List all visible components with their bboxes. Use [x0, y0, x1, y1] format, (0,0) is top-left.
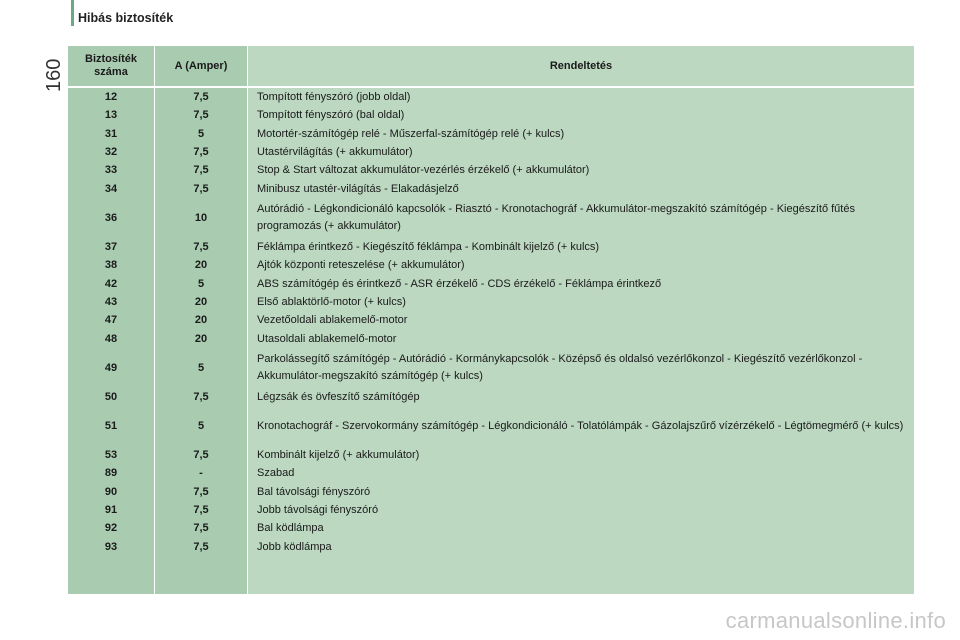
table-row [68, 125, 914, 143]
ampere-cell: 7,5 [193, 522, 209, 534]
fuse-number-cell: 42 [104, 278, 118, 290]
purpose-cell: Első ablaktörlő-motor (+ kulcs) [257, 295, 406, 308]
fuse-number-cell: 36 [104, 212, 118, 224]
fuse-number-cell: 47 [104, 314, 118, 326]
ampere-cell: - [199, 467, 203, 479]
purpose-cell: Bal ködlámpa [257, 521, 324, 534]
purpose-cell: Jobb távolsági fényszóró [257, 503, 379, 516]
fuse-number-cell: 43 [104, 296, 118, 308]
purpose-cell: ABS számítógép és érintkező - ASR érzékelő - CDS érzékelő - Féklámpa érintkező [257, 277, 662, 290]
header-purpose: Rendeltetés [549, 59, 613, 72]
table-row [68, 256, 914, 274]
table-row [68, 538, 914, 556]
fuse-number-cell: 48 [104, 333, 118, 345]
purpose-cell: Autórádió - Légkondicionáló kapcsolók - Riasztó - Kronotachográf - Akkumulátor-megszakító számítógép - Kiegészítő fűtés programozás (+ akkumulátor) [257, 203, 855, 232]
purpose-cell: Féklámpa érintkező - Kiegészítő féklámpa - Kombinált kijelző (+ kulcs) [257, 240, 600, 253]
ampere-cell: 20 [194, 259, 208, 271]
ampere-cell: 5 [197, 278, 205, 290]
ampere-cell: 5 [197, 420, 205, 432]
fuse-number-cell: 37 [104, 241, 118, 253]
fuse-number-cell: 32 [104, 146, 118, 158]
ampere-cell: 7,5 [193, 146, 209, 158]
ampere-cell: 7,5 [193, 449, 209, 461]
purpose-cell: Kronotachográf - Szervokormány számítógép - Légkondicionáló - Tolatólámpák - Gázolajszűrő vízérzékelő - Légtömegmérő (+ kulcs) [257, 419, 904, 432]
header-fuse-number: Biztosíték száma [85, 53, 137, 78]
ampere-cell: 7,5 [193, 164, 209, 176]
purpose-cell: Jobb ködlámpa [257, 540, 332, 553]
ampere-cell: 20 [194, 296, 208, 308]
purpose-cell: Utastérvilágítás (+ akkumulátor) [257, 145, 413, 158]
table-row [68, 519, 914, 537]
fuse-number-cell: 33 [104, 164, 118, 176]
header-ampere: A (Amper) [174, 59, 228, 72]
table-header [68, 46, 914, 88]
purpose-cell: Minibusz utastér-világítás - Elakadásjelző [257, 182, 459, 195]
page-number: 160 [43, 58, 65, 92]
purpose-cell: Motortér-számítógép relé - Műszerfal-számítógép relé (+ kulcs) [257, 127, 565, 140]
ampere-cell: 7,5 [193, 183, 209, 195]
purpose-cell: Parkolássegítő számítógép - Autórádió - Kormánykapcsolók - Középső és oldalsó vezérlőkonzol - Kiegészítő vezérlőkonzol - Akkumulátor-megszakító számítógép (+ kulcs) [257, 353, 863, 382]
watermark: carmanualsonline.info [725, 608, 946, 633]
table-row [68, 275, 914, 293]
purpose-cell: Szabad [257, 466, 295, 479]
table-row [68, 143, 914, 161]
fuse-number-cell: 13 [104, 109, 118, 121]
table-row [68, 161, 914, 179]
table-row [68, 106, 914, 124]
ampere-cell: 5 [197, 128, 205, 140]
fuse-number-cell: 49 [104, 362, 118, 374]
fuse-number-cell: 92 [104, 522, 118, 534]
ampere-cell: 7,5 [193, 241, 209, 253]
fuse-number-cell: 90 [104, 486, 118, 498]
table-row [68, 388, 914, 406]
table-row [68, 180, 914, 198]
purpose-cell: Vezetőoldali ablakemelő-motor [257, 313, 408, 326]
section-accent-bar [71, 0, 74, 26]
purpose-cell: Ajtók központi reteszelése (+ akkumulátor) [257, 258, 465, 271]
table-row [68, 330, 914, 348]
table-row [68, 348, 914, 388]
table-row [68, 311, 914, 329]
table-row [68, 406, 914, 446]
fuse-table [68, 46, 914, 594]
ampere-cell: 10 [194, 212, 208, 224]
fuse-number-cell: 93 [104, 541, 118, 553]
ampere-cell: 7,5 [193, 109, 209, 121]
fuse-number-cell: 34 [104, 183, 118, 195]
ampere-cell: 7,5 [193, 391, 209, 403]
section-title: Hibás biztosíték [78, 11, 174, 25]
fuse-number-cell: 12 [104, 91, 118, 103]
fuse-number-cell: 89 [104, 467, 118, 479]
purpose-cell: Stop & Start változat akkumulátor-vezérlés érzékelő (+ akkumulátor) [257, 163, 590, 176]
table-row [68, 446, 914, 464]
fuse-number-cell: 53 [104, 449, 118, 461]
ampere-cell: 20 [194, 333, 208, 345]
fuse-number-cell: 31 [104, 128, 118, 140]
table-row [68, 293, 914, 311]
table-row [68, 238, 914, 256]
purpose-cell: Kombinált kijelző (+ akkumulátor) [257, 448, 420, 461]
table-row [68, 483, 914, 501]
fuse-number-cell: 50 [104, 391, 118, 403]
fuse-number-cell: 51 [104, 420, 118, 432]
ampere-cell: 7,5 [193, 541, 209, 553]
table-row [68, 501, 914, 519]
purpose-cell: Utasoldali ablakemelő-motor [257, 332, 397, 345]
ampere-cell: 7,5 [193, 486, 209, 498]
ampere-cell: 5 [197, 362, 205, 374]
purpose-cell: Légzsák és övfeszítő számítógép [257, 390, 420, 403]
ampere-cell: 20 [194, 314, 208, 326]
ampere-cell: 7,5 [193, 504, 209, 516]
purpose-cell: Bal távolsági fényszóró [257, 485, 371, 498]
table-row [68, 464, 914, 482]
table-row [68, 88, 914, 106]
purpose-cell: Tompított fényszóró (bal oldal) [257, 108, 405, 121]
fuse-number-cell: 91 [104, 504, 118, 516]
purpose-cell: Tompított fényszóró (jobb oldal) [257, 90, 411, 103]
ampere-cell: 7,5 [193, 91, 209, 103]
fuse-number-cell: 38 [104, 259, 118, 271]
table-row [68, 198, 914, 238]
